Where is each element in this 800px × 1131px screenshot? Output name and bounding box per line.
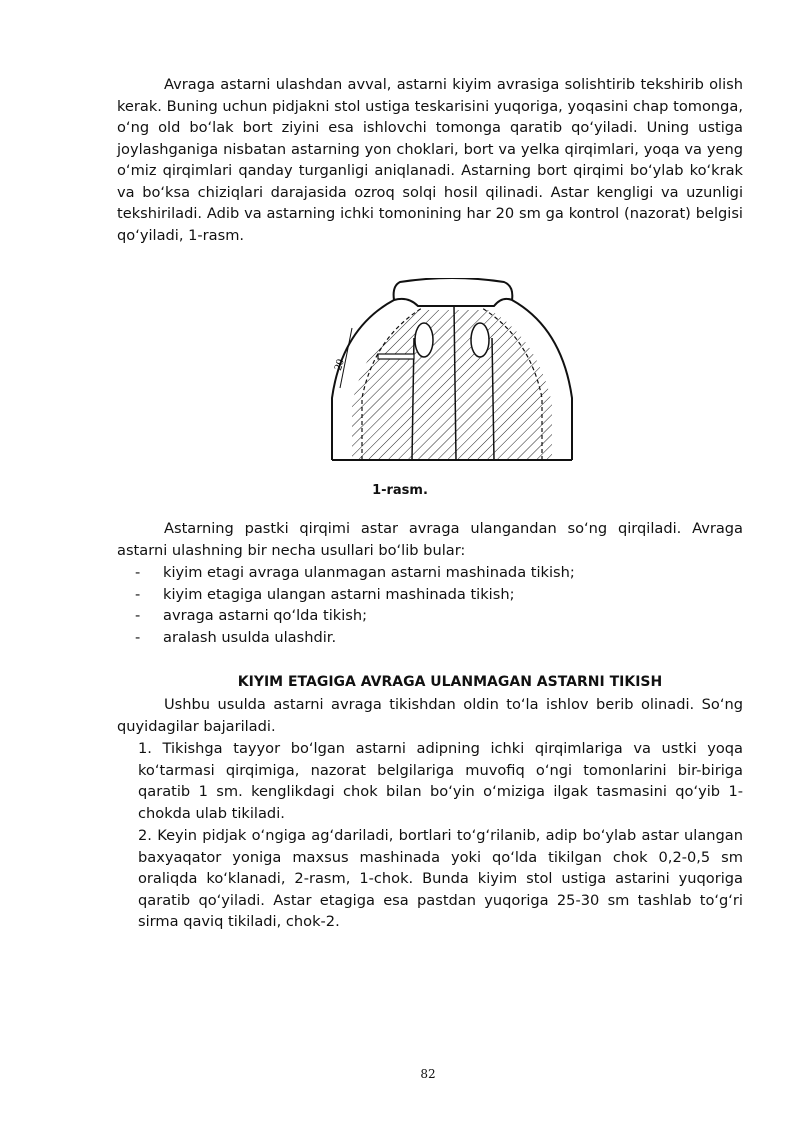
list-dash: - xyxy=(135,564,141,581)
pocket-flap xyxy=(378,354,414,359)
list-item xyxy=(135,562,575,584)
list-dash: - xyxy=(135,585,141,603)
armhole-left xyxy=(415,323,433,357)
step-2: 2. Keyin pidjak o‘ngiga ag‘dariladi, bortlari to‘g‘rilanib, adip bo‘ylab astar ulangan baxyaqator yoniga maxsus mashinada yoki qo‘lda tikilgan chok 0,2-0,5 sm oraliqda ko‘klanadi, 2-rasm, 1-chok. Bunda kiyim stol ustiga astarini yuqoriga qaratib qo‘yiladi. Astar etagiga esa pastdan yuqoriga 25-30 sm tashlab to‘g‘ri sirma qaviq tikiladi, chok-2. xyxy=(138,827,743,930)
step-1: 1. Tikishga tayyor bo‘lgan astarni adipning ichki qirqimlariga va ustki yoqa ko‘tarmasi qirqimiga, nazorat belgilariga muvofiq o‘ngi tomonlarini bir-biriga qaratib 1 sm. kenglikdagi chok bilan bo‘yin o‘miziga ilgak tasmasini qo‘yib 1-chokda ulab tikiladi. xyxy=(138,740,743,822)
lining-hatch xyxy=(352,310,552,460)
list-item xyxy=(135,584,575,606)
list-item xyxy=(135,627,575,649)
list-item-text: kiyim etagiga ulangan astarni mashinada tikish; xyxy=(163,585,515,603)
list-dash: - xyxy=(135,607,141,624)
paragraph-intro: Avraga astarni ulashdan avval, astarni kiyim avrasiga solishtirib tekshirib olish kerak. Buning uchun pidjakni stol ustiga teskarisini yuqoriga, yoqasini chap tomonga, o‘ng old bo‘lak bort ziyini esa ishlovchi tomonga qaratib qo‘yiladi. Uning ustiga joylashganiga nisbatan astarning yon choklari, bort va yelka qirqimlari, yoqa va yeng o‘miz qirqimlari qanday turganligi aniqlanadi. Astarning bort qirqimi bo‘ylab ko‘krak va bo‘ksa chiziqlari darajasida ozroq solqi hosil qilinadi. Astar kengligi va uzunligi tekshiriladi. Adib va astarning ichki tomonining har 20 sm ga kontrol (nazorat) belgisi qo‘yiladi, 1-rasm. xyxy=(117,76,743,244)
list-item-text: avraga astarni qo‘lda tikish; xyxy=(163,607,368,624)
section-heading: KIYIM ETAGIGA AVRAGA ULANMAGAN ASTARNI TIKISH xyxy=(237,674,663,690)
list-item-text: kiyim etagi avraga ulanmagan astarni mashinada tikish; xyxy=(163,564,575,581)
paragraph-methods: Astarning pastki qirqimi astar avraga ulangandan so‘ng qirqiladi. Avraga astarni ulashning bir necha usullari bo‘lib bular: xyxy=(117,520,743,559)
list-dash: - xyxy=(135,628,141,646)
methods-list xyxy=(135,562,575,648)
armhole-right xyxy=(471,323,489,357)
collar-shape xyxy=(394,278,513,306)
dimension-label: 20 xyxy=(332,357,347,372)
list-item-text: aralash usulda ulashdir. xyxy=(163,628,337,646)
page-number: 82 xyxy=(420,1067,436,1081)
list-item xyxy=(135,605,575,627)
paragraph-section-intro: Ushbu usulda astarni avraga tikishdan oldin to‘la ishlov berib olinadi. So‘ng quyidagilar bajariladi. xyxy=(117,696,743,735)
lining-diagram-illustration xyxy=(322,278,580,470)
figure-lining-diagram xyxy=(322,278,580,470)
figure-caption: 1-rasm. xyxy=(372,483,428,498)
